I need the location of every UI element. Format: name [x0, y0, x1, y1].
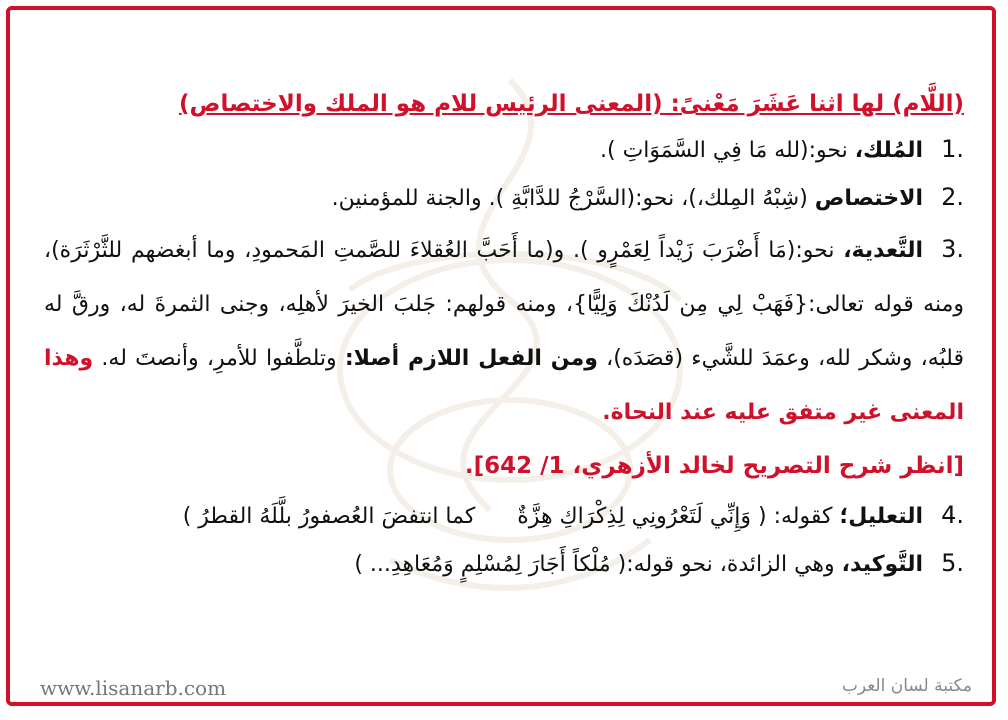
list-item — [44, 540, 964, 588]
document-body — [44, 82, 964, 588]
item-number: .1 — [941, 135, 964, 163]
list-item — [44, 126, 964, 174]
item-number: .5 — [941, 549, 964, 577]
brand-logo-text: مكتبة لسان العرب — [841, 676, 972, 696]
item-text: (شِبْهُ المِلك،)، نحو:(السَّرْجُ للدَّابَّةِ ). والجنة للمؤمنين. — [331, 186, 815, 211]
item-text-2: وتلطَّفوا للأمرِ، وأنصتَ له. — [93, 346, 345, 371]
item-term: التَّوكيد، — [841, 552, 924, 577]
list-item — [44, 174, 964, 222]
item-text: نحو:(مَا أَضْرَبَ زَيْداً لِعَمْرٍو ). و(ما أَحَبَّ العُقلاءَ للصَّمتِ المَحمودِ، وما أبغضهم للثَّرْثَرَة)، ومنه قوله تعالى:{فَهَبْ لِي مِن لَدُنْكَ وَلِيًّا}، ومنه قولهم: جَلبَ الخيرَ لأهلِه، وجنى الثمرةَ له، ورقَّ له قلبُه، وشكر لله، وعمَدَ للشَّيء (قصَدَه)، — [44, 238, 964, 371]
item-text: كقوله: ( وَإِنِّي لَتَعْرُونِي لِذِكْرَاكِ هِزَّةٌ كما انتفضَ العُصفورُ بلَّلَهُ القطرُ ) — [182, 504, 840, 529]
item-note: وهذا المعنى غير متفق عليه عند النحاة. — [44, 346, 964, 425]
item-term: التعليل؛ — [839, 504, 924, 529]
list-item-paragraph — [44, 222, 964, 440]
item-number: .2 — [941, 183, 964, 211]
reference-note: [انظر شرح التصريح لخالد الأزهري، 1/ 642]. — [464, 453, 964, 479]
item-text: نحو:(لله مَا فِي السَّمَوَاتِ ). — [600, 138, 855, 163]
item-term: التَّعدية، — [843, 238, 924, 263]
list-item — [44, 492, 964, 540]
website-url: www.lisanarb.com — [40, 676, 227, 700]
item-term: المُلك، — [854, 138, 924, 163]
section-heading: (اللَّام) لها اثنا عَشَرَ مَعْنىً: (المعنى الرئيس للام هو الملك والاختصاص) — [179, 91, 964, 117]
item-term: الاختصاص — [814, 186, 924, 211]
item-number: .4 — [941, 501, 964, 529]
item-number: .3 — [941, 235, 964, 263]
item-bold-text: ومن الفعل اللازم أصلا: — [344, 346, 598, 371]
item-text: وهي الزائدة، نحو قوله:( مُلْكاً أَجَارَ لِمُسْلِمٍ وَمُعَاهِدِ... ) — [354, 552, 842, 577]
